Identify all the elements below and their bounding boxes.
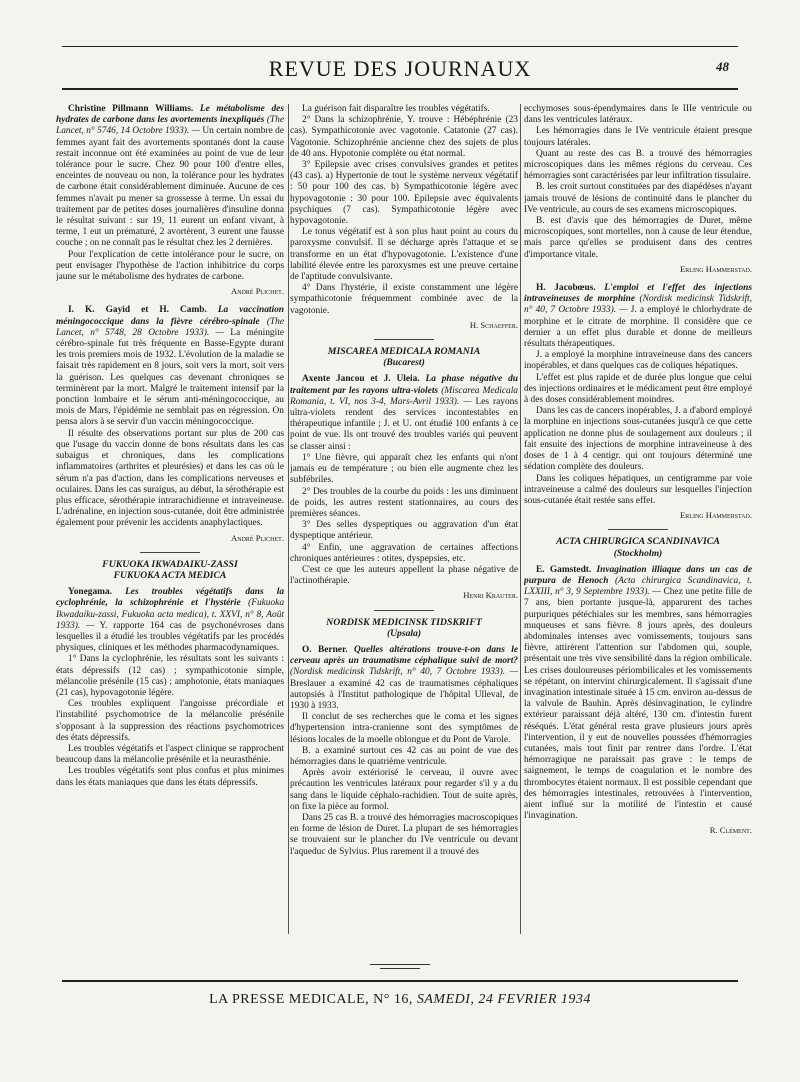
article-text: ecchymoses sous-épendymaires dans le IIIe ventricule ou dans les ventricules latéraux. xyxy=(524,104,752,126)
article-text: 3° Des selles dyspeptiques ou aggravation d'un état dyspeptique antérieur. xyxy=(290,520,518,542)
article-text: Les rayons ultra-violets rendent des services incontestables en thérapeutique infantile ; J. et U. ont étudié 100 enfants à ce point de vue. Ils ont trouvé des troubles variés qui peuvent se classer ainsi : xyxy=(290,396,518,452)
page-number: 48 xyxy=(716,59,729,74)
article-text: Il conclut de ses recherches que le coma et les signes d'hypertension intra-cranienne sont des symptômes de lésions locales de la moelle oblongue et du Pont de Varole. xyxy=(290,712,518,745)
article-text: La méningite cérébro-spinale fut très fréquente en Basse-Egypte durant les trois premiers mois de 1932. L'évolution de la maladie se faisait très rapidement en 8 jours, soit vers la mort, soit vers la guérison. Les quelques cas devenant chroniques se terminèrent par la mort. Malgré le traitement intensif par la ponction lombaire et le sérum anti-méningococcique, au mois de Mars, l'épidémie ne semblait pas en régression. On pensa alors à se servir d'un vaccin méningococcique. xyxy=(56,327,284,428)
article-signature: André Plichet. xyxy=(231,532,284,543)
article-text: Dans les cas de cancers inopérables, J. a d'abord employé la morphine en injections sous-cutanées jusqu'à ce que cette application ne donne plus de soulagement aux douleurs ; il fait ensuite des injections de morphine intraveineuse à des doses de 1 à 4 centigr. qui ont toujours déterminé une sédation complète des douleurs. xyxy=(524,406,752,473)
article-text: B. est d'avis que des hémorragies de Duret, même microscopiques, sont mortelles, non à cause de leur étendue, mais parce qu'elles se produisent dans des centres d'importance vitale. xyxy=(524,216,752,260)
article-williams xyxy=(56,104,284,297)
article-text: 4° Dans l'hystérie, il existe constamment une légère sympathicotonie fréquemment combinée avec de la vagotonie. xyxy=(290,283,518,316)
article-text: Dans les coliques hépatiques, un centigramme par voie intraveineuse a calmé des douleurs sur lesquelles l'injection sous-cutanée était restée sans effet. xyxy=(524,473,752,506)
article-title: Axente Jancou et J. Uleia. La phase négative du traitement par les rayons ultra-violets xyxy=(290,374,518,396)
page-footer xyxy=(0,992,800,1008)
article-jancou xyxy=(290,374,518,601)
article-gamstedt xyxy=(524,565,752,837)
article-signature: Henri Krauter. xyxy=(463,590,518,601)
journal-heading: MISCAREA MEDICALA ROMANIA xyxy=(327,346,481,358)
article-text: Après avoir extériorisé le cerveau, il ouvre avec précaution les ventricules latéraux pour regarder s'il y a du sang dans le liquide céphalo-rachidien. Tout de suite après, on fixe la pièce au formol. xyxy=(290,768,518,812)
article-title: Yonegama. Les troubles végétatifs dans la cyclophrénie, la schizophrénie et l'hystérie xyxy=(56,587,284,609)
article-text: Chez une petite fille de 7 ans, bien portante jusque-là, apparurent des taches purpuriques pétéchiales sur les membres, sans hémorragies muqueuses et sans fièvre. 8 jours après, des douleurs abdominales intenses avec vomissements, toujours sans fièvre, attirèrent l'attention sur l'abdomen qui, souple, présentait une très vive sensibilité dans la région ombilicale. Les crises douloureuses périombilicales et les vomissements se répétant, on intervint chirurgicalement. Il s'agissait d'une invagination intestinale située à 15 cm. environ au-dessus de la valvule de Bauhin. Après désinvagination, le cylindre extérieur paraissant déjà altéré, 130 cm. d'intestin furent réséqués. L'état général resta grave plusieurs jours après l'intervention, il y eut de nouvelles poussées d'hémorragies cutanées, mais tout finit par rentrer dans l'ordre. L'état hémorragique ne paraissait pas grave : le temps de saignement, le temps de coagulation et le nombre des thrombocytes étaient normaux. Il est possible cependant que des hémorragies intestinales, retrouvées à l'intervention, aient influé sur la motilité de l'intestin et causé l'invagination. xyxy=(524,587,752,822)
article-text: La guérison fait disparaître les troubles végétatifs. xyxy=(302,104,490,114)
journal-city: (Stockholm) xyxy=(613,547,663,559)
article-berner xyxy=(290,645,518,858)
article-source: (Nordisk medicinsk Tidskrift, n° 40, 7 Octobre 1933). — xyxy=(524,294,752,316)
article-title: H. Jacobœus. L'emploi et l'effet des injections intraveineuses de morphine xyxy=(524,283,752,305)
column-divider-2 xyxy=(520,104,521,934)
journal-heading: NORDISK MEDICINSK TIDSKRIFT xyxy=(326,616,482,628)
article-gayid xyxy=(56,305,284,543)
article-text: Le tonus végétatif est à son plus haut point au cours du paroxysme convulsif. Il se décharge après l'attaque et se transforme en un état d'hypovagotonie. L'existence d'une labilité élevée entre les paroxysmes est une preuve certaine de l'aptitude convulsivante. xyxy=(290,227,518,283)
article-text: Dans 25 cas B. a trouvé des hémorragies macroscopiques en forme de lésion de Duret. La plupart de ses hémorragies se trouvaient sur le plancher du IVe ventricule ou devant l'aqueduc de Sylvius. Plus rarement il a trouvé des xyxy=(290,812,518,857)
article-text: Quant au reste des cas B. a trouvé des hémorragies microscopiques dans les mêmes régions du cerveau. Ces hémorragies sont caractérisées par leur infiltration tissulaire. xyxy=(524,148,752,182)
article-text: J. a employé le chlorhydrate de morphine et le citrate de morphine. Il considère que ce dernier a un effet plus durable et donne de meilleurs résultats thérapeutiques. xyxy=(524,305,752,350)
article-text: Les troubles végétatifs et l'aspect clinique se rapprochent beaucoup dans la mélancolie présénile et la neurasthénie. xyxy=(56,743,284,766)
column-3 xyxy=(524,104,752,934)
journal-city: (Upsala) xyxy=(386,627,422,639)
article-title: O. Berner. Quelles altérations trouve-t-on dans le cerveau après un traumatisme céphalique suivi de mort? xyxy=(290,644,518,667)
article-text: Breslauer a examiné 42 cas de traumatismes céphaliques autopsiés à l'Institut pathologique de l'hôpital Ulleval, de 1930 à 1933. xyxy=(290,678,518,711)
column-1 xyxy=(56,104,284,934)
article-text: Un certain nombre de femmes ayant fait des avortements spontanés dont la cause restait inconnue ont été examinées au point de vue de leur tolérance pour le sucre. Chez 90 pour 100 d'entre elles, enceintes de nouveau ou non, la tolérance pour les hydrates de carbone était considérablement diminuée. Aucune de ces femmes n'avait pu mener sa grossesse à terme. Un essai du traitement par de petites doses journalières d'insuline donna le résultat suivant : sur 19, 11 eurent un enfant vivant, à terme, 1 eut un prématuré, 2 avortèrent, 3 eurent une fausse couche ; on ne connaît pas le résultat chez les 2 dernières. xyxy=(56,126,284,249)
article-text: 3° Epilepsie avec crises convulsives grandes et petites (43 cas). a) Hypertonie de tout le système nerveux végétatif : 50 pour 100 des cas. b) Sympathicotonie légère avec hypovagotonie : 30 pour 100. Epilepsie avec équivalents psychiques (7 cas). Sympathicotonie légère avec hypovagotonie. xyxy=(290,160,518,227)
page-header-title: REVUE DES JOURNAUX xyxy=(268,56,532,81)
footer-rule xyxy=(62,980,738,982)
section-separator xyxy=(374,610,434,611)
article-source: (Nordisk medicinsk Tidskrift, n° 40, 7 Octobre 1933). — xyxy=(290,667,518,678)
article-text: Pour l'explication de cette intolérance pour le sucre, on peut envisager l'hypothèse de l'action inhibitrice du corps jaune sur le métabolisme des hydrates de carbone. xyxy=(56,249,284,283)
journal-city: (Bucarest) xyxy=(383,357,425,369)
section-separator xyxy=(608,529,668,530)
header-rule-bottom xyxy=(62,88,738,90)
article-source: (Acta chirurgica Scandinavica, t. LXXIII, n° 3, 9 Septembre 1933). — xyxy=(524,575,752,598)
end-ornament xyxy=(370,964,430,965)
article-source: (Fukuoka Ikwadaiku-zassi, Fukuoka acta medica), t. XXVI, n° 8, Août 1933). — xyxy=(56,598,284,631)
section-separator xyxy=(140,552,200,553)
article-text: 2° Des troubles de la courbe du poids : les uns diminuent de poids, les autres restent stationnaires, au cours des premières séances. xyxy=(290,486,518,519)
article-text: 4° Enfin, une aggravation de certaines affections chroniques antérieures : otites, dyspepsies, etc. xyxy=(290,542,518,564)
article-text: L'effet est plus rapide et de durée plus longue que celui des injections ordinaires et le médicament peut être employé à des doses considérablement moindres. xyxy=(524,372,752,406)
article-title: E. Gamstedt. Invagination illiaque dans un cas de purpura de Henoch xyxy=(524,564,752,586)
article-text: J. a employé la morphine intraveineuse dans des cancers inopérables, et dans quelques cas de coliques hépatiques. xyxy=(524,350,752,372)
article-source: (The Lancet, n° 5746, 14 Octobre 1933). — xyxy=(56,115,284,137)
footer-journal: LA PRESSE MEDICALE, N° 16, xyxy=(209,992,413,1007)
article-text: B. a examiné surtout ces 42 cas au point de vue des hémorragies dans le quatrième ventricule. xyxy=(290,745,518,767)
article-yonegama xyxy=(56,587,284,789)
article-source: (The Lancet, n° 5748, 28 Octobre 1933). — xyxy=(56,316,284,338)
article-text: 2° Dans la schizophrénie, Y. trouve : Hébéphrénie (23 cas). Sympathicotonie avec vagotonie. Catatonie (27 cas). Vagotonie. Schizophrénie ancienne chez des sujets de plus de 40 ans. Hypotonie complète ou état normal. xyxy=(290,115,518,159)
article-signature: R. Clément. xyxy=(709,825,752,836)
section-separator xyxy=(374,339,434,340)
column-2 xyxy=(290,104,518,934)
article-text: 1° Une fièvre, qui apparaît chez les enfants qui n'ont jamais eu de température ; ou bien elle augmente chez les subfébriles. xyxy=(290,452,518,486)
article-source: (Miscarea Medicala Romania, t. VI, nos 3-4, Mars-Avril 1933). — xyxy=(290,385,518,407)
article-signature: Erling Hammerstad. xyxy=(680,263,752,274)
article-signature: André Plichet. xyxy=(231,286,284,297)
end-ornament xyxy=(380,968,420,969)
article-text: Il résulte des observations portant sur plus de 200 cas que l'usage du vaccin donne de bons résultats dans les cas subaigus et chroniques, dans les complications inflammatoires (arthrites et pleurésies) et dans les cas où le sérum n'a pas d'action, dans les complications nerveuses et oculaires. Dans les cas suraigus, au début, la sérothérapie est plus efficace, sérothérapie intrarachidienne et intraveineuse. L'adrénaline, en injection sous-cutanée, doit être administrée également pour prévenir les accidents anaphylactiques. xyxy=(56,428,284,529)
article-title: Christine Pillmann Williams. Le métabolisme des hydrates de carbone dans les avortements inexpliqués xyxy=(56,104,284,126)
header-rule-top xyxy=(62,46,738,47)
article-text: Y. rapporte 164 cas de psychonévroses dans lesquelles il a étudié les troubles végétatifs par les procédés physiques, cliniques et les méthodes pharmacodynamiques. xyxy=(56,620,284,654)
article-signature: Erling Hammerstad. xyxy=(680,510,752,521)
article-text: Les troubles végétatifs sont plus confus et plus minimes dans les états maniaques que dans les états dépressifs. xyxy=(56,766,284,788)
article-text: Ces troubles expliquent l'angoisse précordiale et l'instabilité psychomotrice de la mélancolie présénile s'opposant à la suppression des réactions psychomotrices des états dépressifs. xyxy=(56,699,284,743)
article-text: Les hémorragies dans le IVe ventricule étaient presque toujours latérales. xyxy=(524,126,752,148)
article-text: C'est ce que les auteurs appellent la phase négative de l'actinothérapie. xyxy=(290,564,518,587)
journal-subheading: FUKUOKA ACTA MEDICA xyxy=(113,569,227,581)
article-signature: H. Schaeffer. xyxy=(469,319,518,330)
article-text: B. les croit surtout constituées par des diapédèses n'ayant jamais trouvé de lésions de continuité dans le plancher du IVe ventricule, au cours de ses examens microscopiques. xyxy=(524,182,752,215)
article-jacoboeus xyxy=(524,283,752,521)
footer-date: SAMEDI, 24 FEVRIER 1934 xyxy=(416,992,591,1007)
column-divider-1 xyxy=(288,104,289,934)
journal-heading: FUKUOKA IKWADAIKU-ZASSI xyxy=(102,558,238,570)
journal-heading: ACTA CHIRURGICA SCANDINAVICA xyxy=(556,536,720,548)
article-text: 1° Dans la cyclophrénie, les résultats sont les suivants : états dépressifs (12 cas) ; sympathicotonie simple, mélancolie présénile (15 cas) ; amphotonie, états maniaques (21 cas), hypovagotonie légère. xyxy=(56,654,284,698)
article-title: I. K. Gayid et H. Camb. La vaccination méningococcique dans la fièvre cérébro-spinale xyxy=(56,305,284,327)
